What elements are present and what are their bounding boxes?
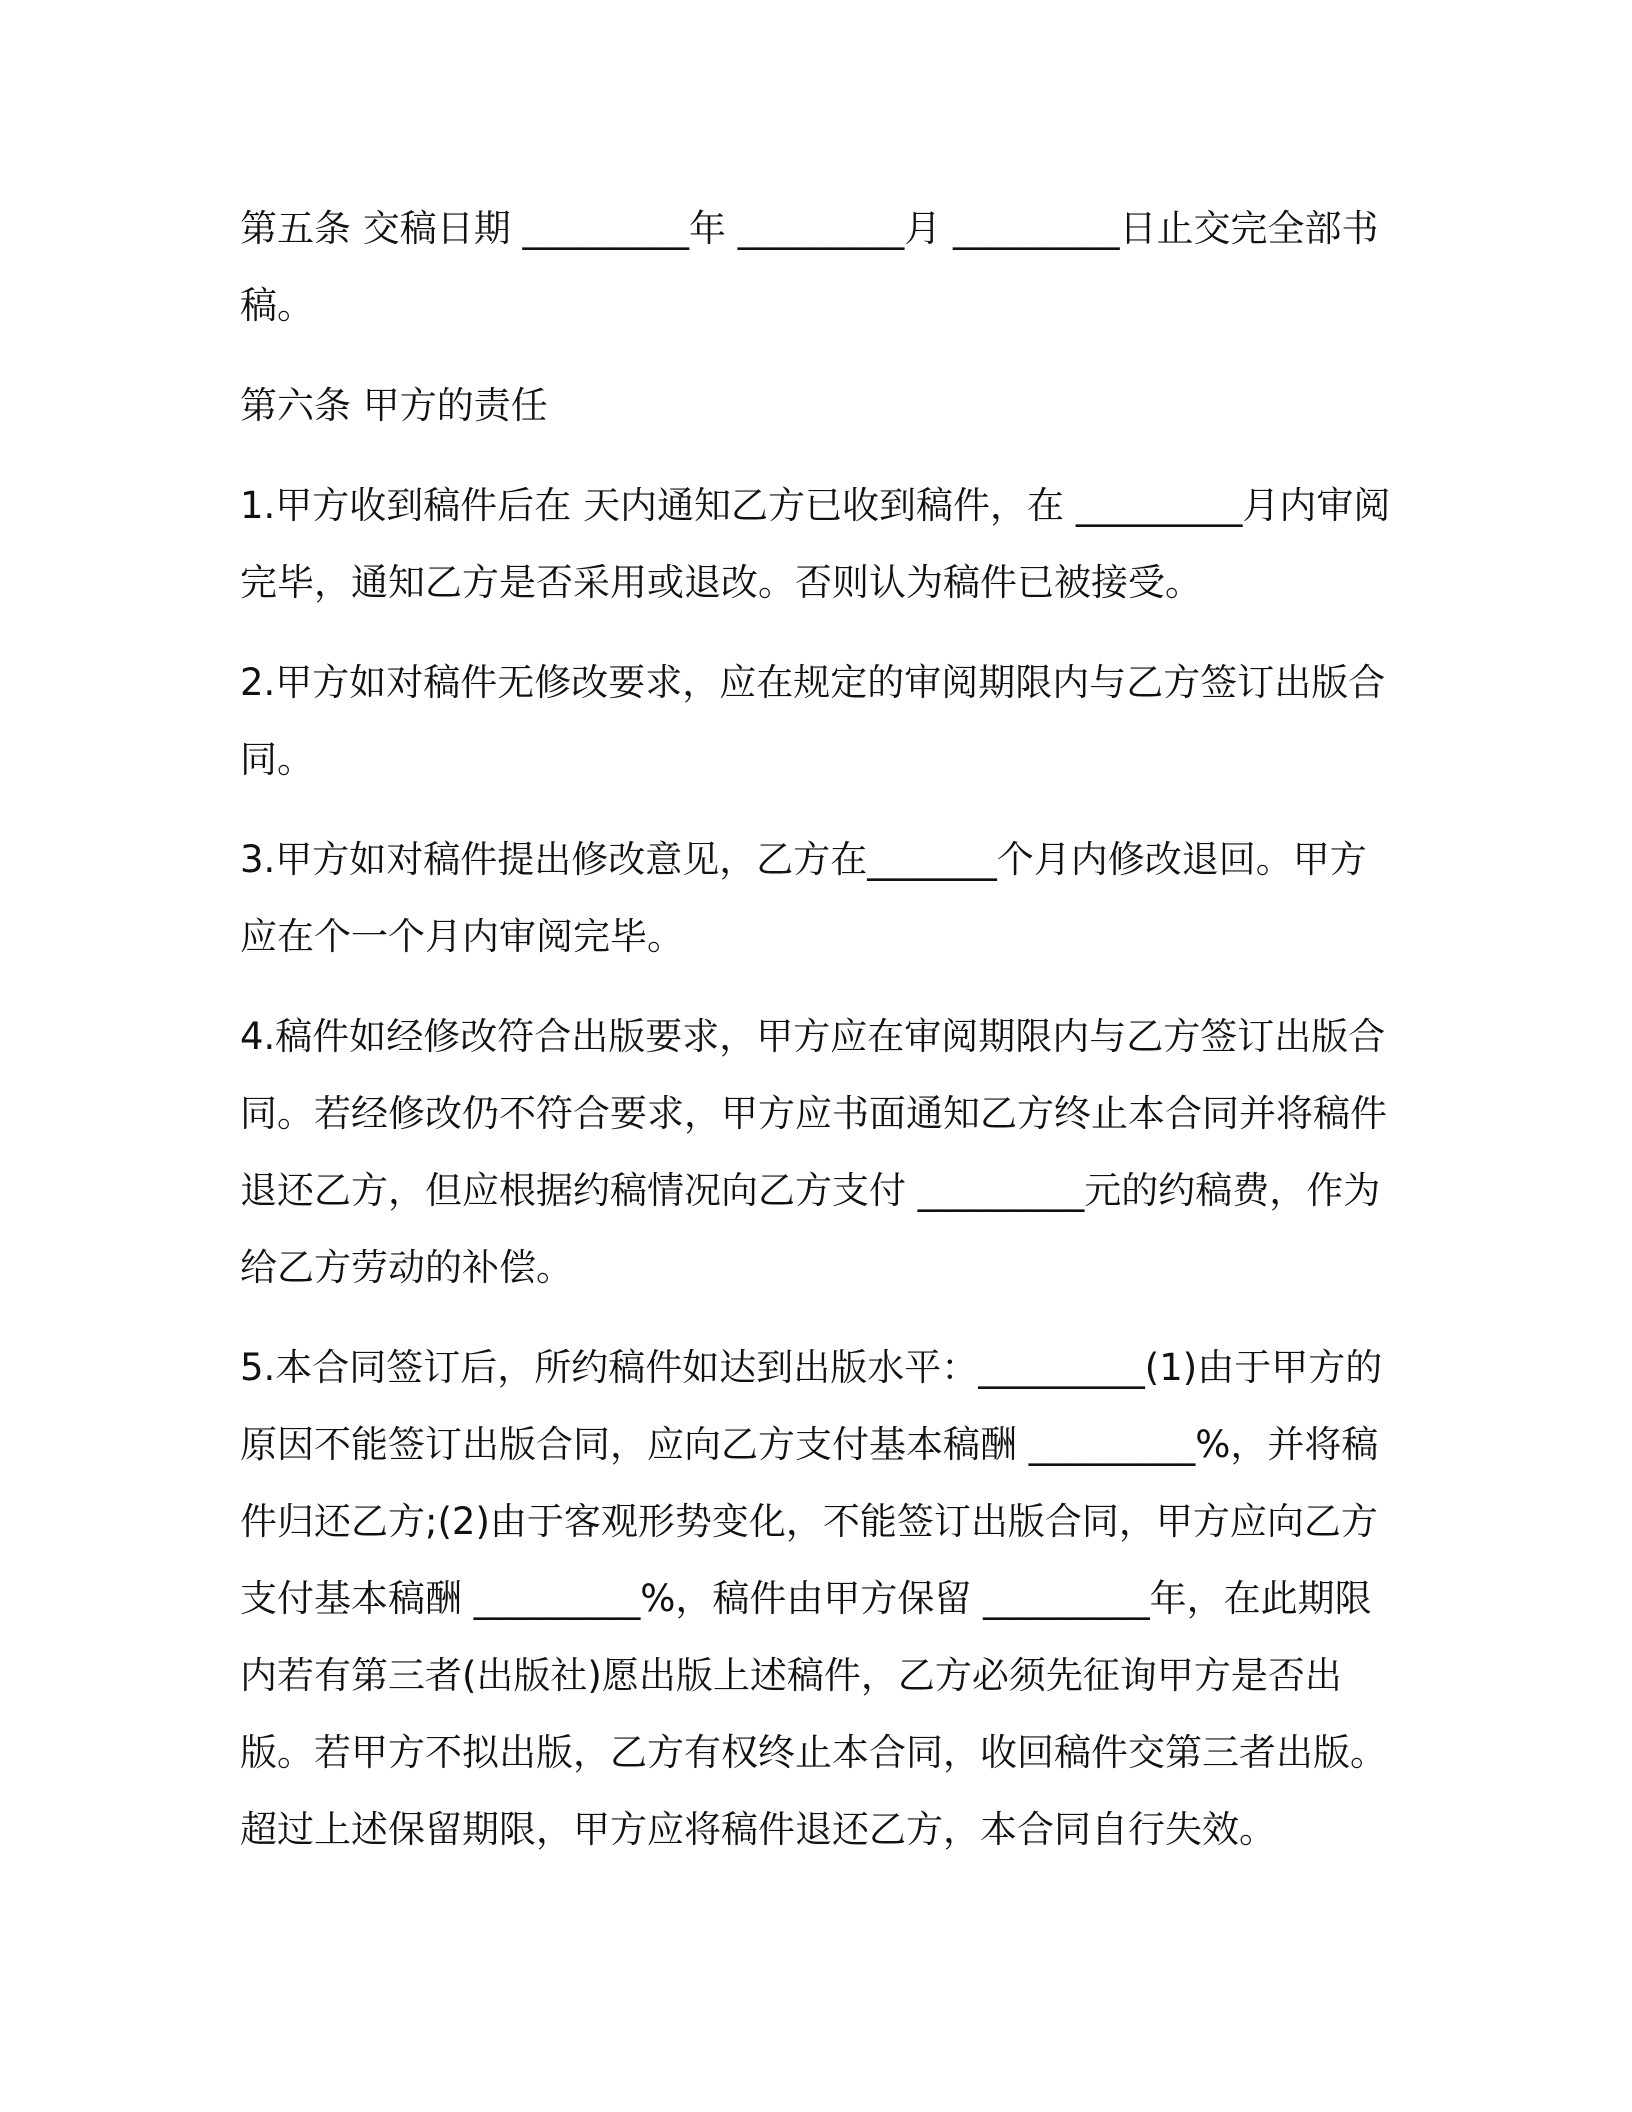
article-6-heading: 第六条 甲方的责任 <box>240 384 548 427</box>
article-5-delivery-date: 第五条 交稿日期 _________年 _________月 _________日止交完全部书稿。 <box>240 207 1379 327</box>
clause-2: 2.甲方如对稿件无修改要求，应在规定的审阅期限内与乙方签订出版合同。 <box>240 661 1386 781</box>
clause-5: 5.本合同签订后，所约稿件如达到出版水平：_________(1)由于甲方的原因不能签订出版合同，应向乙方支付基本稿酬 _________%，并将稿件归还乙方;(2)由于客观形势变化，不能签订出版合同，甲方应向乙方支付基本稿酬 _________%，稿件由甲方保留 _________年，在此期限内若有第三者(出版社)愿出版上述稿件，乙方必须先征询甲方是否出版。若甲方不拟出版，乙方有权终止本合同，收回稿件交第三者出版。超过上述保留期限，甲方应将稿件退还乙方，本合同自行失效。 <box>240 1346 1387 1851</box>
document-body <box>240 190 1400 1891</box>
clause-1: 1.甲方收到稿件后在 天内通知乙方已收到稿件，在 _________月内审阅完毕，通知乙方是否采用或退改。否则认为稿件已被接受。 <box>240 484 1391 604</box>
clause-4: 4.稿件如经修改符合出版要求，甲方应在审阅期限内与乙方签订出版合同。若经修改仍不符合要求，甲方应书面通知乙方终止本合同并将稿件退还乙方，但应根据约稿情况向乙方支付 _________元的约稿费，作为给乙方劳动的补偿。 <box>240 1015 1387 1289</box>
clause-3: 3.甲方如对稿件提出修改意见，乙方在_______个月内修改退回。甲方应在个一个月内审阅完毕。 <box>240 838 1367 958</box>
